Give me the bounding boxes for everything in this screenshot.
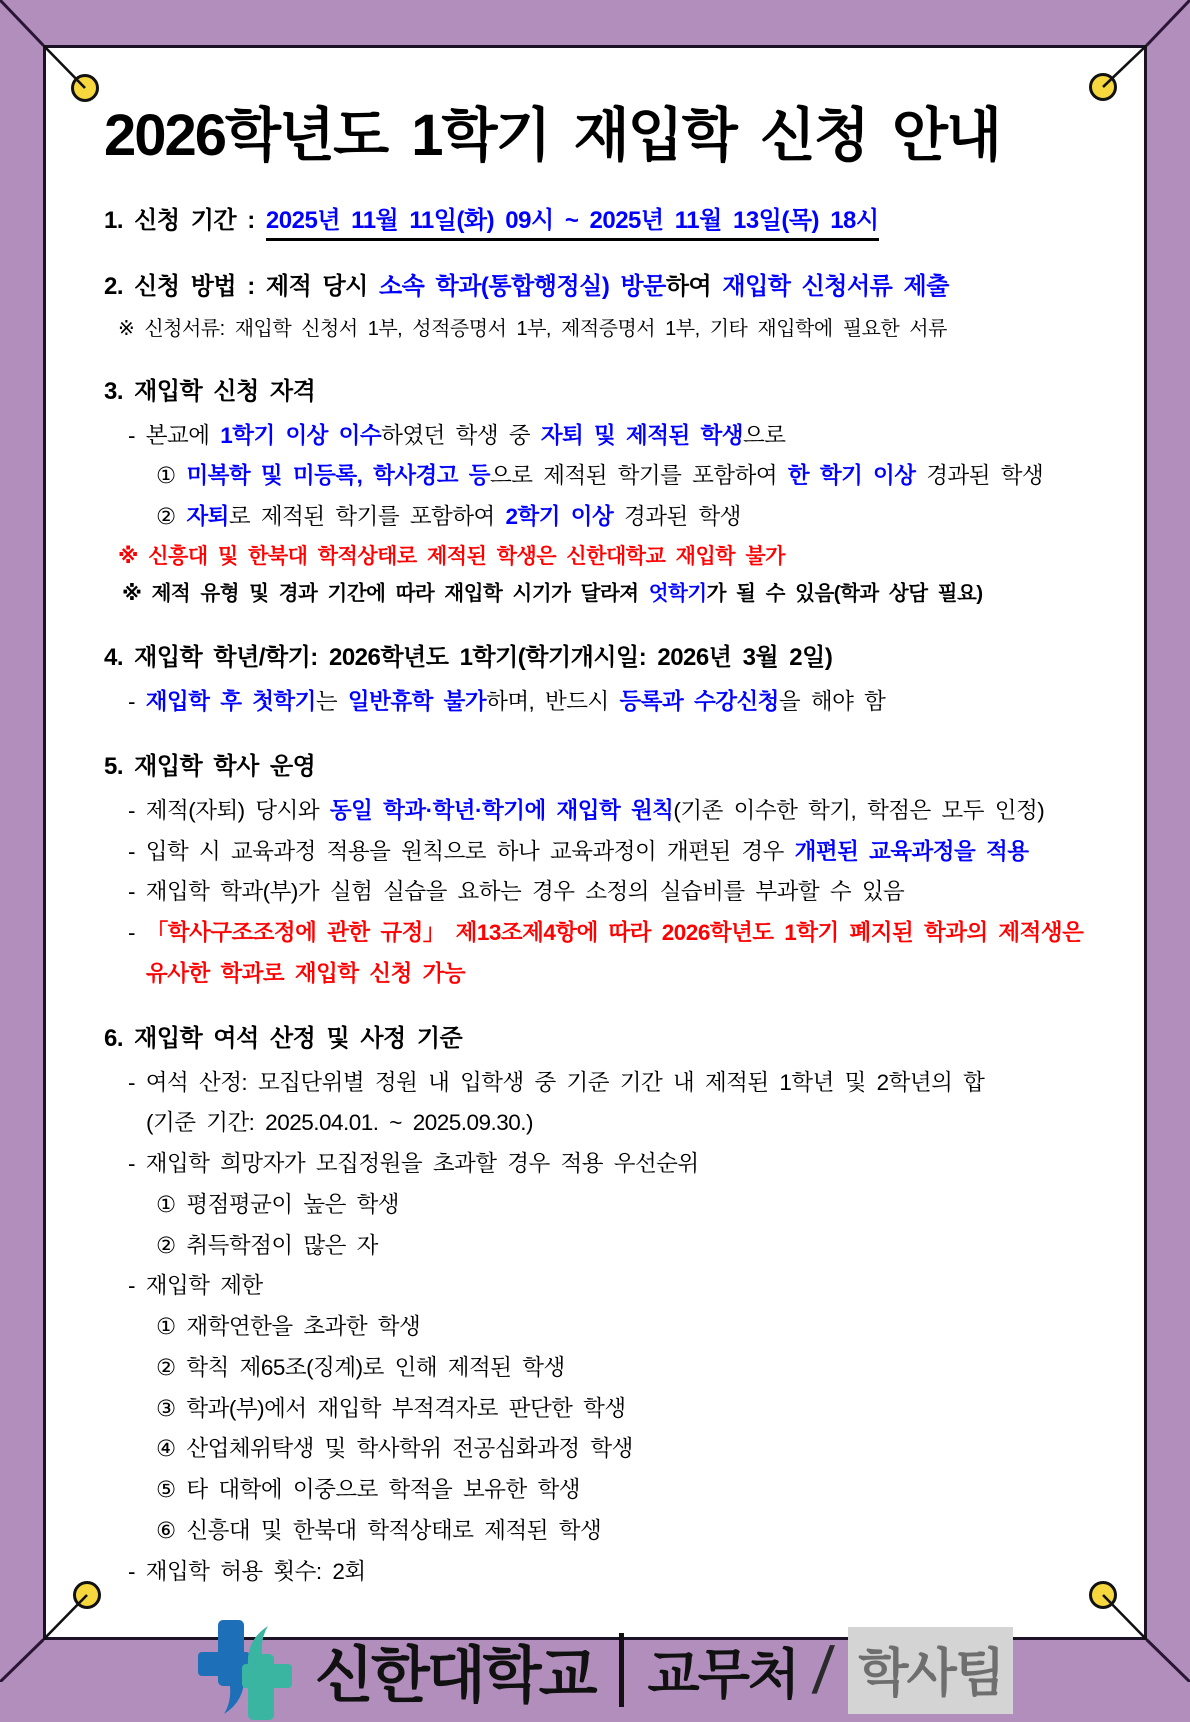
text-segment: ③ 학과(부)에서 재입학 부적격자로 판단한 학생: [156, 1395, 626, 1421]
notice-line: [104, 1432, 1104, 1466]
notice-line: [104, 1392, 1104, 1426]
text-segment: - 본교에: [128, 422, 221, 448]
notice-line: [104, 916, 1104, 950]
team-name-badge: 학사팀: [848, 1627, 1013, 1714]
text-segment: 로 제적된 학기를 포함하여: [228, 504, 506, 529]
notice-line: [104, 835, 1104, 869]
notice-paper: [43, 45, 1147, 1709]
text-segment: 소속 학과(통합행정실) 방문: [379, 272, 666, 300]
notice-section: [104, 269, 1104, 344]
text-segment: 경과된 학생: [915, 463, 1044, 489]
text-segment: 등록과 수강신청: [619, 689, 779, 714]
notice-section: [104, 374, 1104, 611]
footer-logo-row: [104, 1618, 1104, 1722]
text-segment: - 재입학 제한: [128, 1273, 263, 1299]
text-segment: ① 재학연한을 초과한 학생: [156, 1314, 421, 1339]
notice-line: [104, 794, 1104, 828]
text-segment: 2학기 이상: [505, 504, 614, 529]
text-segment: (기존 이수한 학기, 학점은 모두 인정): [673, 797, 1045, 823]
notice-line: [104, 1021, 1104, 1057]
notice-line: [104, 269, 1104, 305]
text-segment: 6. 재입학 여석 산정 및 사정 기준: [104, 1024, 463, 1052]
notice-body: [104, 203, 1104, 1589]
text-segment: 한 학기 이상: [787, 463, 916, 489]
text-segment: 자퇴: [186, 504, 229, 529]
notice-line: [104, 749, 1104, 785]
text-segment: ※ 신흥대 및 한북대 학적상태로 제적된 학생은 신한대학교 재입학 불가: [118, 544, 785, 568]
text-segment: - 재입학 허용 횟수: 2회: [128, 1558, 366, 1584]
notice-line: [104, 541, 1104, 573]
text-segment: 「학사구조조정에 관한 규정」 제13조제4항에 따라 2026학년도 1학기 폐지된 학과의 제적생은: [145, 920, 1084, 945]
text-segment: - 여석 산정: 모집단위별 정원 내 입학생 중 기준 기간 내 제적된 1학년 및 2학년의 합: [128, 1069, 985, 1095]
notice-line: [104, 1066, 1104, 1100]
text-segment: 으로: [742, 422, 786, 448]
text-segment: 가 될 수 있음(학과 상담 필요): [706, 582, 983, 606]
text-segment: 는: [315, 689, 348, 714]
text-segment: ①: [156, 463, 187, 489]
page-title: 2026학년도 1학기 재입학 신청 안내: [104, 103, 1001, 168]
footer-slash: /: [810, 1633, 837, 1708]
text-segment: 4. 재입학 학년/학기: 2026학년도 1학기(학기개시일: 2026년 3월 2일): [104, 644, 833, 671]
text-segment: 하였던 학생 중: [381, 422, 541, 448]
text-segment: 동일 학과·학년·학기에 재입학 원칙: [329, 797, 674, 823]
text-segment: 을 해야 함: [778, 689, 886, 714]
text-segment: 일반휴학 불가: [347, 689, 487, 714]
notice-section: [104, 203, 1104, 239]
university-name: 신한대학교: [314, 1640, 595, 1709]
text-segment: 개편된 교육과정을 적용: [794, 838, 1029, 864]
notice-line: [104, 1106, 1104, 1140]
text-segment: ④ 산업체위탁생 및 학사학위 전공심화과정 학생: [156, 1436, 633, 1462]
text-segment: ⑥ 신흥대 및 한북대 학적상태로 제적된 학생: [156, 1517, 602, 1543]
text-segment: -: [128, 689, 146, 714]
text-segment: ① 평점평균이 높은 학생: [156, 1191, 400, 1217]
notice-line: [104, 419, 1104, 453]
text-segment: 재입학 신청서류 제출: [722, 272, 949, 300]
text-segment: 1. 신청 기간 :: [104, 206, 266, 234]
text-segment: - 재입학 희망자가 모집정원을 초과할 경우 적용 우선순위: [128, 1151, 699, 1176]
text-segment: 재입학 후 첫학기: [145, 689, 316, 714]
notice-line: [104, 374, 1104, 410]
notice-line: [104, 1229, 1104, 1263]
notice-line: [104, 640, 1104, 676]
notice-line: [104, 203, 1104, 239]
notice-line: [104, 1514, 1104, 1548]
notice-line: [104, 500, 1104, 534]
notice-line: [104, 685, 1104, 719]
notice-section: [104, 1021, 1104, 1589]
text-segment: -: [128, 920, 146, 945]
text-segment: ② 학칙 제65조(징계)로 인해 제적된 학생: [156, 1354, 565, 1380]
notice-line: [104, 875, 1104, 909]
text-segment: ②: [156, 504, 187, 529]
text-segment: ② 취득학점이 많은 자: [156, 1232, 378, 1258]
text-segment: 경과된 학생: [613, 504, 741, 529]
text-segment: 자퇴 및 제적된 학생: [540, 422, 743, 448]
office-name: 교무처: [647, 1644, 799, 1705]
text-segment: ※ 제적 유형 및 경과 기간에 따라 재입학 시기가 달라져: [122, 582, 649, 606]
notice-line: [104, 459, 1104, 493]
notice-line: [104, 579, 1104, 610]
notice-line: [104, 1473, 1104, 1507]
text-segment: 2. 신청 방법 : 제적 당시: [104, 272, 379, 300]
text-segment: 으로 제적된 학기를 포함하여: [490, 463, 788, 489]
text-segment: 3. 재입학 신청 자격: [104, 377, 316, 405]
text-segment: ※ 신청서류: 재입학 신청서 1부, 성적증명서 1부, 제적증명서 1부, 기타 재입학에 필요한 서류: [118, 317, 947, 340]
notice-line: [104, 1188, 1104, 1222]
notice-line: [104, 314, 1104, 344]
text-segment: 5. 재입학 학사 운영: [104, 752, 316, 780]
text-segment: - 입학 시 교육과정 적용을 원칙으로 하나 교육과정이 개편된 경우: [128, 838, 795, 864]
text-segment: (기준 기간: 2025.04.01. ~ 2025.09.30.): [146, 1110, 534, 1136]
text-segment: 하여: [665, 272, 723, 300]
text-segment: - 재입학 학과(부)가 실험 실습을 요하는 경우 소정의 실습비를 부과할 수 있음: [128, 879, 905, 905]
notice-section: [104, 749, 1104, 991]
university-logo-icon: [195, 1618, 295, 1722]
notice-line: [104, 1269, 1104, 1303]
text-segment: 2025년 11월 11일(화) 09시 ~ 2025년 11월 13일(목) 18시: [266, 207, 879, 241]
notice-section: [104, 640, 1104, 719]
notice-line: [104, 1310, 1104, 1344]
text-segment: 1학기 이상 이수: [220, 422, 382, 448]
text-segment: 엇학기: [648, 582, 707, 606]
notice-line: [104, 957, 1104, 991]
text-segment: ⑤ 타 대학에 이중으로 학적을 보유한 학생: [156, 1477, 580, 1502]
footer-divider-bar: [619, 1633, 624, 1707]
text-segment: - 제적(자퇴) 당시와: [128, 797, 330, 823]
notice-line: [104, 1147, 1104, 1181]
notice-line: [104, 1351, 1104, 1385]
text-segment: 하며, 반드시: [486, 689, 620, 714]
text-segment: 유사한 학과로 재입학 신청 가능: [146, 960, 466, 986]
notice-line: [104, 1555, 1104, 1589]
text-segment: 미복학 및 미등록, 학사경고 등: [186, 463, 491, 489]
